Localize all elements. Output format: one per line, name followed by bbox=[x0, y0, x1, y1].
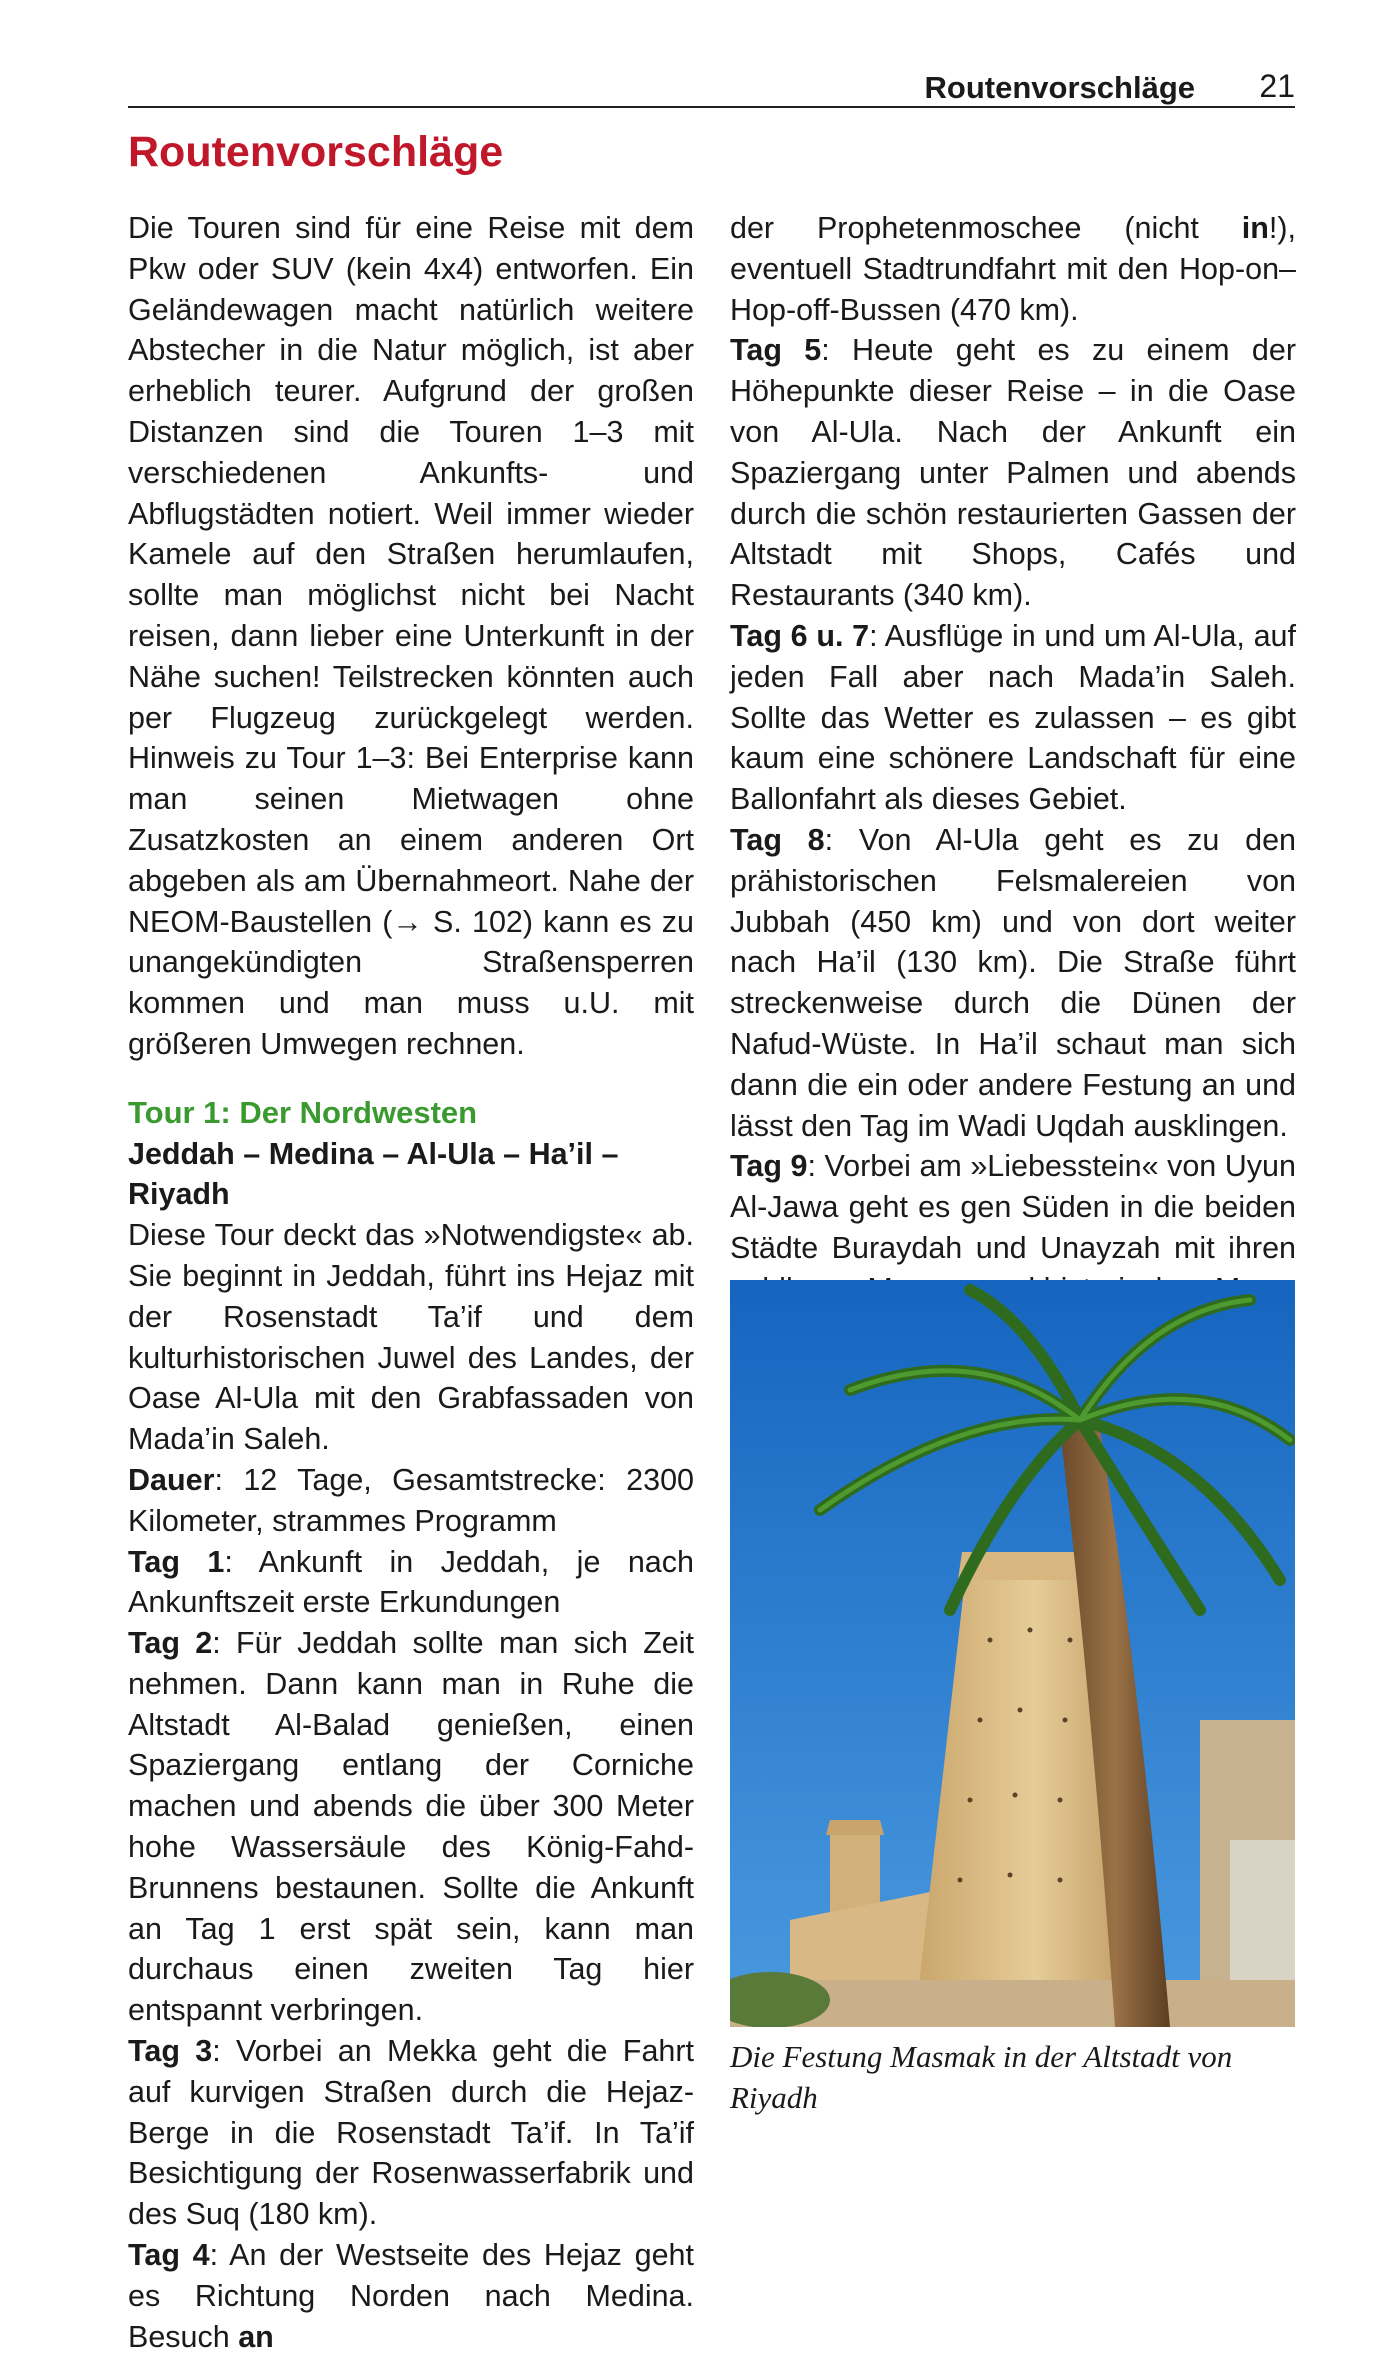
day-text-bold-end: an bbox=[238, 2319, 274, 2354]
day-text: : Für Jeddah sollte man sich Zeit nehmen. Dann kann man in Ruhe die Altstadt Al-Balad genießen, einen Spaziergang entlang der Corniche machen und abends die über 300 Meter hohe Wassersäule des König-Fahd-Brunnens bestaunen. Sollte die Ankunft an Tag 1 erst spät sein, kann man durchaus einen zweiten Tag hier entspannt verbringen. bbox=[128, 1626, 694, 2028]
day-entry bbox=[730, 616, 1296, 820]
tour-duration bbox=[128, 1460, 694, 1542]
day-label: Tag 1 bbox=[128, 1544, 225, 1579]
day-entry-continued bbox=[730, 208, 1296, 330]
header-section-title: Routenvorschläge bbox=[924, 70, 1195, 105]
day-label: Tag 6 u. 7 bbox=[730, 618, 870, 653]
day-entry bbox=[128, 2031, 694, 2235]
day-label: Tag 8 bbox=[730, 822, 825, 857]
day-label: Tag 4 bbox=[128, 2238, 210, 2273]
running-header bbox=[128, 64, 1295, 108]
day-text: : Ankunft in Jeddah, je nach Ankunftszeit erste Erkundungen bbox=[128, 1544, 694, 1620]
day-text: : An der Westseite des Hejaz geht es Richtung Norden nach Medina. Besuch bbox=[128, 2238, 694, 2354]
day-label: Tag 9 bbox=[730, 1149, 808, 1184]
duration-text: : 12 Tage, Gesamtstrecke: 2300 Kilometer, strammes Programm bbox=[128, 1462, 694, 1538]
page-title: Routenvorschläge bbox=[128, 128, 504, 176]
day-text: : Vorbei an Mekka geht die Fahrt auf kurvigen Straßen durch die Hejaz-Berge in die Rosenstadt Ta’if. In Ta’if Besichtigung der Rosenwasserfabrik und des Suq (180 km). bbox=[128, 2034, 694, 2232]
right-column bbox=[730, 208, 1296, 1310]
day-text: : Heute geht es zu einem der Höhepunkte dieser Reise – in die Oase von Al-Ula. Nach der Ankunft ein Spaziergang unter Palmen und abends durch die schön restaurierten Gassen der Altstadt mit Shops, Cafés und Restaurants (340 km). bbox=[730, 333, 1296, 613]
day-text: : Ausflüge in und um Al-Ula, auf jeden Fall aber nach Mada’in Saleh. Sollte das Wetter es zulassen – es gibt kaum eine schönere Landschaft für eine Ballonfahrt als dieses Gebiet. bbox=[730, 618, 1296, 817]
small-tower-top bbox=[826, 1820, 884, 1835]
tour-heading: Tour 1: Der Nordwesten bbox=[128, 1094, 478, 1130]
day-entry bbox=[128, 2235, 694, 2357]
day-text: : Vorbei am »Liebesstein« von Uyun Al-Jawa geht es gen Süden in die beiden Städte Buraydah und Unayzah mit ihren bbox=[730, 1149, 1296, 1265]
day-entry bbox=[730, 820, 1296, 1146]
day-label: Tag 2 bbox=[128, 1626, 213, 1661]
intro-paragraph: Die Touren sind für eine Reise mit dem Pkw oder SUV (kein 4x4) entworfen. Ein Geländewagen macht natürlich weitere Abstecher in die Natur möglich, ist aber erheblich teurer. Aufgrund der großen Distanzen sind die Touren 1–3 mit verschiedenen Ankunfts- und Abflugstädten notiert. Weil immer wieder Kamele auf den Straßen herumlaufen, sollte man möglichst nicht bei Nacht reisen, dann lieber eine Unterkunft in der Nähe suchen! Teilstrecken könnten auch per Flugzeug zurückgelegt werden. Hinweis zu Tour 1–3: Bei Enterprise kann man seinen Mietwagen ohne Zusatzkosten an einem anderen Ort abgeben als am Übernahmeort. Nahe der NEOM-Baustellen (→ S. 102) kann es zu unangekündigten Straßensperren kommen und man muss u.U. mit größeren Umwegen rechnen. bbox=[128, 211, 694, 1061]
photo-illustration bbox=[730, 1280, 1295, 2027]
day-label: Tag 5 bbox=[730, 333, 822, 368]
day-entry bbox=[128, 1542, 694, 1624]
tour-route: Jeddah – Medina – Al-Ula – Ha’il – Riyadh bbox=[128, 1136, 619, 1212]
day4-continued-bold: in bbox=[1241, 211, 1269, 245]
duration-label: Dauer bbox=[128, 1462, 215, 1497]
day-entry bbox=[730, 330, 1296, 616]
day-label: Tag 3 bbox=[128, 2034, 213, 2069]
day4-continued-text-end: !), eventuell Stadtrundfahrt mit den Hop-on–Hop-off-Bussen (470 km). bbox=[730, 211, 1296, 327]
day-text: : Von Al-Ula geht es zu den prähistorischen Felsmalereien von Jubbah (450 km) und von dort weiter nach Ha’il (130 km). Die Straße führt streckenweise durch die Dünen der Nafud-Wüste. In Ha’il schaut man sich dann die ein oder andere Festung an und lässt den Tag im Wadi Uqdah ausklingen. bbox=[730, 822, 1296, 1143]
tour-description: Diese Tour deckt das »Notwendigste« ab. Sie beginnt in Jeddah, führt ins Hejaz mit der Rosenstadt Ta’if und dem kulturhistorischen Juwel des Landes, der Oase Al-Ula mit den Grabfassaden von Mada’in Saleh. bbox=[128, 1218, 694, 1457]
masmak-fortress-photo bbox=[730, 1280, 1295, 2027]
photo-caption: Die Festung Masmak in der Altstadt von Riyadh bbox=[730, 2039, 1233, 2115]
day-entry bbox=[128, 1623, 694, 2031]
page-number: 21 bbox=[1259, 68, 1295, 104]
left-column bbox=[128, 208, 694, 2357]
day4-continued-text: der Prophetenmoschee (nicht bbox=[730, 211, 1242, 245]
